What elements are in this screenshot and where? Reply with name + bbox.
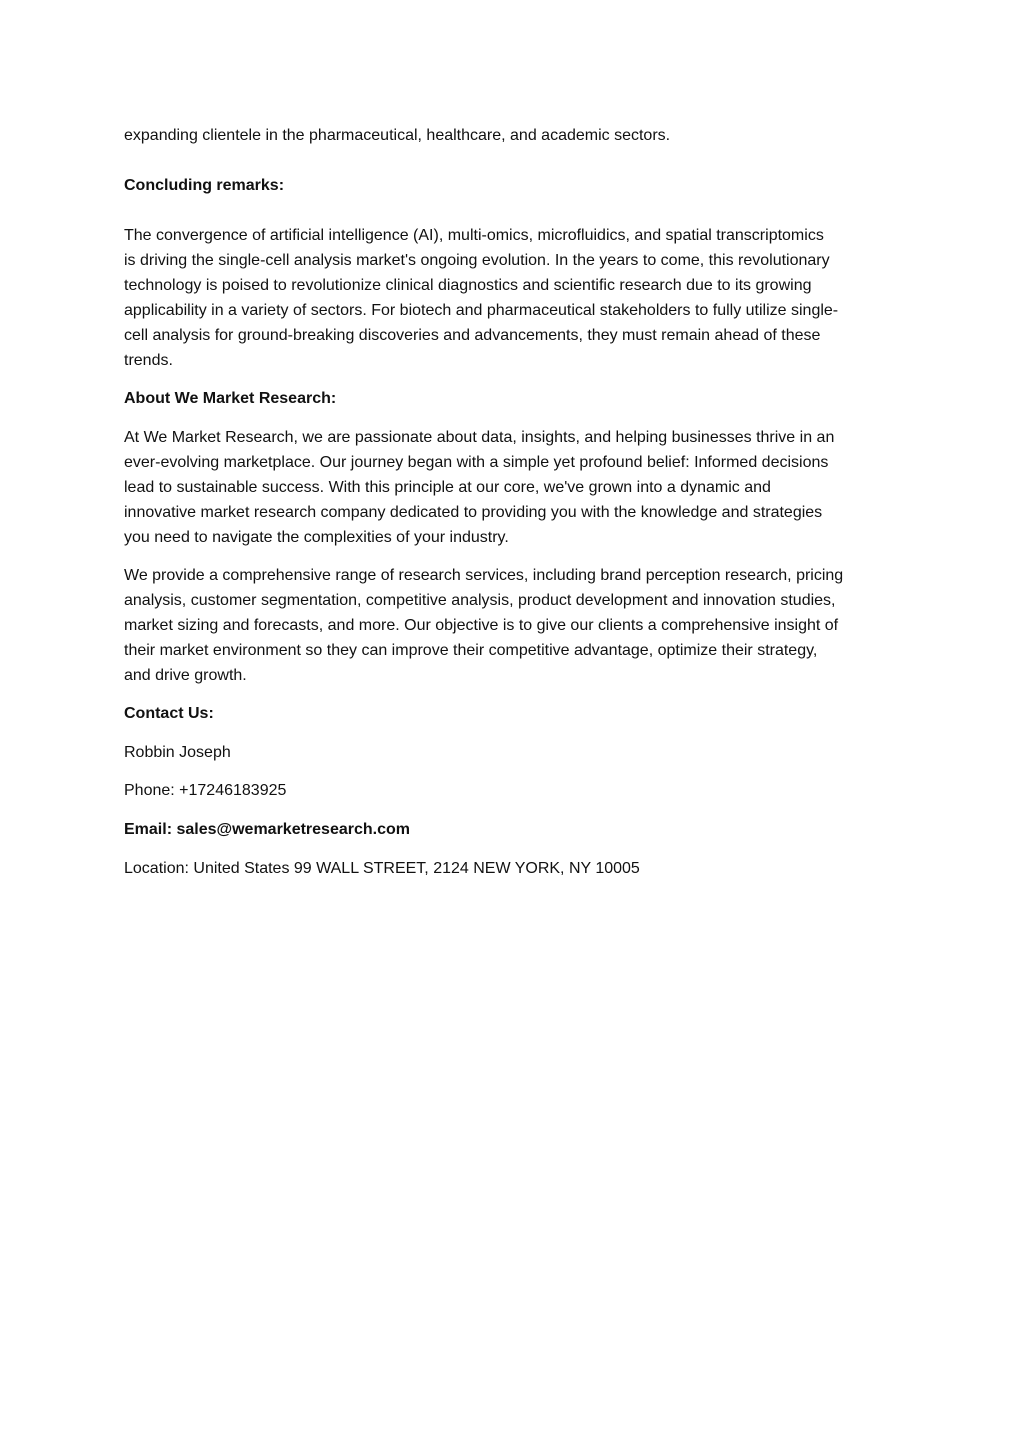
about-paragraph-1 — [124, 425, 914, 550]
concluding-line: The convergence of artificial intelligence (AI), multi-omics, microfluidics, and spatial transcriptomics — [124, 227, 824, 244]
continuation-text: expanding clientele in the pharmaceutical, healthcare, and academic sectors. — [124, 127, 671, 144]
concluding-line: is driving the single-cell analysis market's ongoing evolution. In the years to come, this revolutionary — [124, 252, 830, 269]
concluding-heading: Concluding remarks: — [124, 177, 285, 194]
contact-name: Robbin Joseph — [124, 744, 231, 761]
concluding-line: trends. — [124, 352, 173, 369]
contact-location: Location: United States 99 WALL STREET, 2124 NEW YORK, NY 10005 — [124, 860, 640, 877]
about-line: analysis, customer segmentation, competitive analysis, product development and innovation studies, — [124, 592, 836, 609]
about-line: ever-evolving marketplace. Our journey began with a simple yet profound belief: Informed decisions — [124, 454, 829, 471]
about-line: you need to navigate the complexities of your industry. — [124, 529, 509, 546]
about-line: market sizing and forecasts, and more. Our objective is to give our clients a comprehensive insight of — [124, 617, 839, 634]
about-heading: About We Market Research: — [124, 390, 337, 407]
about-line: innovative market research company dedicated to providing you with the knowledge and strategies — [124, 504, 823, 521]
about-line: At We Market Research, we are passionate about data, insights, and helping businesses thrive in an — [124, 429, 835, 446]
about-paragraph-2 — [124, 563, 914, 688]
about-line: and drive growth. — [124, 667, 247, 684]
concluding-line: technology is poised to revolutionize clinical diagnostics and scientific research due to its growing — [124, 277, 812, 294]
about-line: We provide a comprehensive range of research services, including brand perception research, pricing — [124, 567, 844, 584]
contact-phone: Phone: +17246183925 — [124, 782, 287, 799]
about-line: their market environment so they can improve their competitive advantage, optimize their strategy, — [124, 642, 818, 659]
concluding-line: cell analysis for ground-breaking discoveries and advancements, they must remain ahead of these — [124, 327, 821, 344]
contact-heading: Contact Us: — [124, 705, 214, 722]
contact-email: Email: sales@wemarketresearch.com — [124, 821, 410, 838]
concluding-line: applicability in a variety of sectors. For biotech and pharmaceutical stakeholders to fully utilize single- — [124, 302, 839, 319]
concluding-paragraph — [124, 223, 914, 373]
about-line: lead to sustainable success. With this principle at our core, we've grown into a dynamic and — [124, 479, 771, 496]
